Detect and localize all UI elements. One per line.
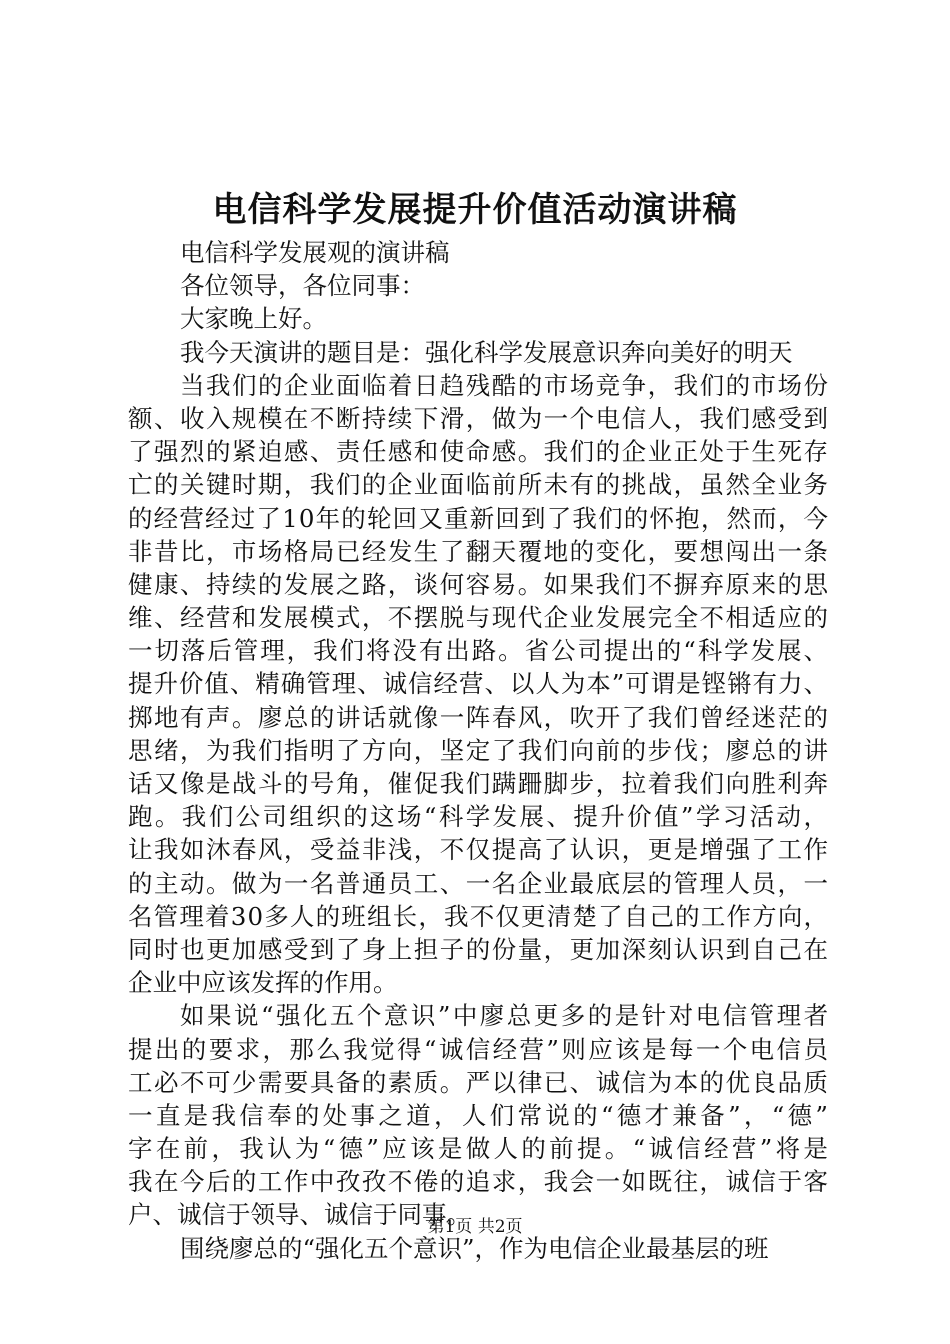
text-line: 让我如沐春风，受益非浅，不仅提高了认识，更是增强了工作 (128, 835, 830, 865)
text-line: 围绕廖总的“强化五个意识”，作为电信企业最基层的班 (180, 1233, 769, 1263)
text-line: 亡的关键时期，我们的企业面临前所未有的挑战，虽然全业务 (128, 470, 830, 500)
text-line: 一直是我信奉的处事之道，人们常说的“德才兼备”，“德” (128, 1100, 832, 1130)
text-line: 的经营经过了10年的轮回又重新回到了我们的怀抱，然而，今 (128, 503, 830, 533)
text-line: 名管理着30多人的班组长，我不仅更清楚了自己的工作方向， (128, 901, 830, 931)
text-line: 工必不可少需要具备的素质。严以律已、诚信为本的优良品质 (128, 1067, 830, 1097)
text-line: 掷地有声。廖总的讲话就像一阵春风，吹开了我们曾经迷茫的 (128, 702, 830, 732)
text-line: 当我们的企业面临着日趋残酷的市场竞争，我们的市场份 (180, 370, 830, 400)
page-footer: 第1页 共2页 (427, 1217, 523, 1237)
text-line: 同时也更加感受到了身上担子的份量，更加深刻认识到自己在 (128, 934, 830, 964)
text-line: 提升价值、精确管理、诚信经营、以人为本”可谓是铿锵有力、 (128, 669, 829, 699)
text-line: 字在前，我认为“德”应该是做人的前提。“诚信经营”将是 (128, 1134, 832, 1164)
text-line: 我今天演讲的题目是：强化科学发展意识奔向美好的明天 (180, 337, 793, 367)
text-line: 如果说“强化五个意识”中廖总更多的是针对电信管理者 (180, 1001, 831, 1031)
document-title: 电信科学发展提升价值活动演讲稿 (212, 190, 738, 230)
text-line: 电信科学发展观的演讲稿 (180, 238, 450, 267)
text-line: 户、诚信于领导、诚信于同事。 (128, 1200, 471, 1230)
text-line: 跑。我们公司组织的这场“科学发展、提升价值”学习活动， (128, 802, 831, 832)
text-line: 思绪，为我们指明了方向，坚定了我们向前的步伐；廖总的讲 (128, 735, 830, 765)
text-line: 我在今后的工作中孜孜不倦的追求，我会一如既往，诚信于客 (128, 1167, 830, 1197)
text-line: 提出的要求，那么我觉得“诚信经营”则应该是每一个电信员 (128, 1034, 831, 1064)
text-line: 额、收入规模在不断持续下滑，做为一个电信人，我们感受到 (128, 403, 830, 433)
text-line: 维、经营和发展模式，不摆脱与现代企业发展完全不相适应的 (128, 603, 830, 633)
text-line: 非昔比，市场格局已经发生了翻天覆地的变化，要想闯出一条 (128, 536, 830, 566)
text-line: 一切落后管理，我们将没有出路。省公司提出的“科学发展、 (128, 636, 830, 666)
text-line: 企业中应该发挥的作用。 (128, 968, 398, 998)
text-line: 大家晚上好。 (180, 304, 327, 334)
document-body (128, 236, 832, 1265)
text-line: 健康、持续的发展之路，谈何容易。如果我们不摒弃原来的思 (128, 569, 830, 599)
text-line: 的主动。做为一名普通员工、一名企业最底层的管理人员，一 (128, 868, 830, 898)
text-line: 话又像是战斗的号角，催促我们蹒跚脚步，拉着我们向胜利奔 (128, 769, 830, 798)
text-line: 了强烈的紧迫感、责任感和使命感。我们的企业正处于生死存 (128, 437, 830, 467)
text-line: 各位领导，各位同事： (180, 271, 425, 301)
